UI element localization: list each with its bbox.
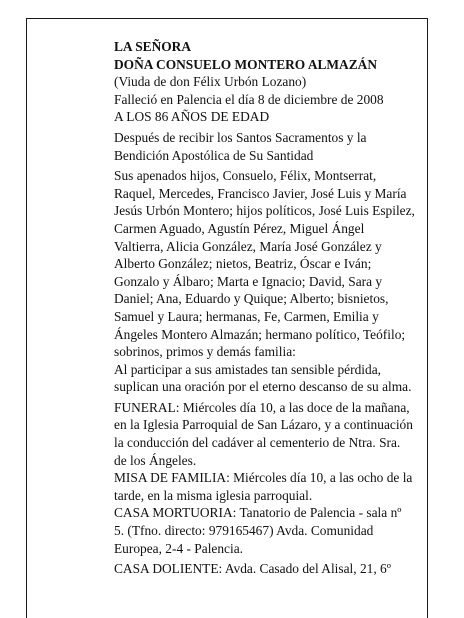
request-paragraph	[114, 361, 426, 396]
family-line: Raquel, Mercedes, Francisco Javier, José Luis y María	[114, 185, 407, 201]
age-line: A LOS 86 AÑOS DE EDAD	[114, 109, 270, 125]
sacraments-line: Bendición Apostólica de Su Santidad	[114, 147, 314, 163]
funeral-line: en la Iglesia Parroquial de San Lázaro, y a continuación	[114, 417, 413, 433]
home-line: CASA DOLIENTE: Avda. Casado del Alisal, 21, 6º	[114, 561, 391, 577]
sacraments-paragraph	[114, 129, 426, 164]
family-mass-line: MISA DE FAMILIA: Miércoles día 10, a las ocho de la	[114, 470, 413, 486]
family-line: Jesús Urbón Montero; hijos políticos, José Luis Espilez,	[114, 203, 415, 219]
mortuary-paragraph	[114, 504, 426, 557]
deceased-name: DOÑA CONSUELO MONTERO ALMAZÁN	[114, 56, 377, 72]
funeral-line: de los Ángeles.	[114, 452, 197, 468]
family-line: Daniel; Ana, Eduardo y Quique; Alberto; bisnietos,	[114, 291, 389, 307]
funeral-line: FUNERAL: Miércoles día 10, a las doce de la mañana,	[114, 399, 410, 415]
request-line: Al participar a sus amistades tan sensible pérdida,	[114, 361, 381, 377]
death-date-line: Falleció en Palencia el día 8 de diciembre de 2008	[114, 91, 384, 107]
mortuary-line: Europea, 2-4 - Palencia.	[114, 540, 244, 556]
widow-of-line: (Viuda de don Félix Urbón Lozano)	[114, 74, 307, 90]
family-line: Alberto González; nietos, Beatriz, Óscar e Iván;	[114, 256, 372, 272]
family-line: Samuel y Laura; hermanas, Fe, Carmen, Emilia y	[114, 308, 379, 324]
obituary-notice	[114, 38, 426, 578]
family-line: Ángeles Montero Almazán; hermano político, Teófilo;	[114, 326, 406, 342]
family-paragraph	[114, 167, 426, 361]
notice-heading-title: LA SEÑORA	[114, 39, 192, 54]
family-mass-paragraph	[114, 469, 426, 504]
family-line: Gonzalo y Álbaro; Marta e Ignacio; David, Sara y	[114, 273, 383, 289]
sacraments-line: Después de recibir los Santos Sacramentos y la	[114, 129, 367, 145]
request-line: suplican una oración por el eterno descanso de su alma.	[114, 379, 412, 395]
funeral-line: la conducción del cadáver al cementerio de Ntra. Sra.	[114, 435, 401, 451]
funeral-paragraph	[114, 399, 426, 469]
family-mass-line: tarde, en la misma iglesia parroquial.	[114, 487, 313, 503]
home-paragraph	[114, 560, 426, 578]
family-line: sobrinos, primos y demás familia:	[114, 344, 296, 360]
mortuary-line: CASA MORTUORIA: Tanatorio de Palencia - sala nº	[114, 505, 402, 521]
family-line: Valtierra, Alicia González, María José González y	[114, 238, 382, 254]
family-line: Carmen Aguado, Agustín Pérez, Miguel Ángel	[114, 220, 365, 236]
family-line: Sus apenados hijos, Consuelo, Félix, Montserrat,	[114, 168, 377, 184]
mortuary-line: 5. (Tfno. directo: 979165467) Avda. Comunidad	[114, 523, 374, 539]
